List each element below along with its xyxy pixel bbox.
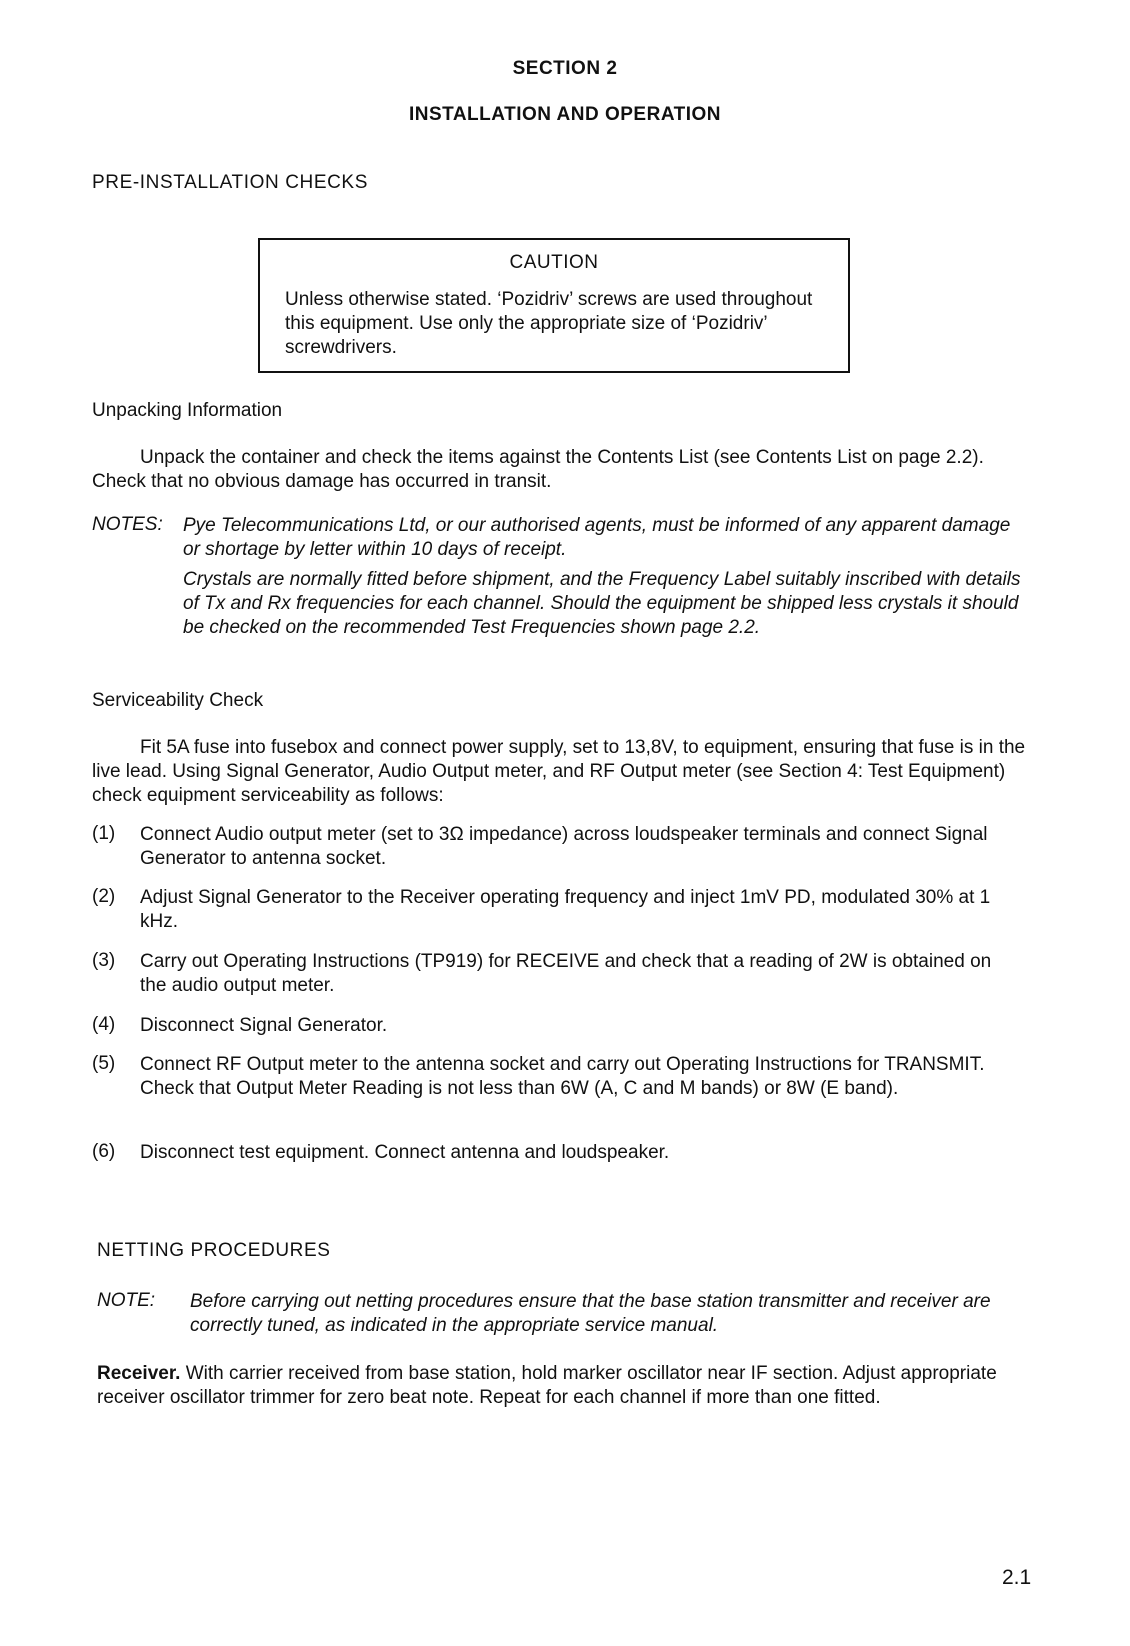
- item-text: Connect Audio output meter (set to 3Ω impedance) across loudspeaker terminals and connect Signal Generator to antenna socket.: [140, 824, 988, 869]
- caution-title: CAUTION: [509, 252, 599, 273]
- item-number: (3): [92, 950, 116, 971]
- serviceability-intro: Fit 5A fuse into fusebox and connect power supply, set to 13,8V, to equipment, ensuring that fuse is in the live lead. Using Signal Generator, Audio Output meter, and RF Output meter (see Section 4: Test Equipment) check equipment serviceability as follows:: [92, 737, 1026, 806]
- item-number: (2): [92, 886, 116, 907]
- pre-installation-heading: PRE-INSTALLATION CHECKS: [92, 172, 368, 193]
- item-number: (6): [92, 1141, 116, 1162]
- item-text: Adjust Signal Generator to the Receiver operating frequency and inject 1mV PD, modulated 30% at 1 kHz.: [140, 887, 991, 932]
- item-number: (5): [92, 1053, 116, 1074]
- item-text: Disconnect test equipment. Connect antenna and loudspeaker.: [140, 1142, 670, 1163]
- item-text: Carry out Operating Instructions (TP919) for RECEIVE and check that a reading of 2W is obtained on the audio output meter.: [140, 951, 992, 996]
- netting-note-text: Before carrying out netting procedures ensure that the base station transmitter and receiver are correctly tuned, as indicated in the appropriate service manual.: [190, 1291, 991, 1336]
- item-text: Connect RF Output meter to the antenna socket and carry out Operating Instructions for TRANSMIT. Check that Output Meter Reading is not less than 6W (A, C and M bands) or 8W (E band).: [140, 1054, 985, 1099]
- unpacking-heading: Unpacking Information: [92, 400, 283, 421]
- note-crystals: Crystals are normally fitted before shipment, and the Frequency Label suitably inscribed with details of Tx and Rx frequencies for each channel. Should the equipment be shipped less crystals it should be checked on the recommended Test Frequencies shown page 2.2.: [183, 569, 1021, 638]
- note-damage: Pye Telecommunications Ltd, or our authorised agents, must be informed of any apparent damage or shortage by letter within 10 days of receipt.: [183, 515, 1011, 560]
- item-text: Disconnect Signal Generator.: [140, 1015, 388, 1036]
- page-number: 2.1: [1002, 1566, 1032, 1589]
- receiver-text: With carrier received from base station, hold marker oscillator near IF section. Adjust appropriate receiver oscillator trimmer for zero beat note. Repeat for each channel if more than one fitted.: [97, 1363, 997, 1408]
- item-number: (1): [92, 823, 116, 844]
- netting-note-label: NOTE:: [97, 1290, 156, 1311]
- receiver-label: Receiver.: [97, 1363, 181, 1384]
- caution-text: Unless otherwise stated. ‘Pozidriv’ screws are used throughout this equipment. Use only the appropriate size of ‘Pozidriv’ screwdrivers.: [285, 289, 813, 358]
- unpacking-text: Unpack the container and check the items against the Contents List (see Contents List on page 2.2). Check that no obvious damage has occurred in transit.: [92, 447, 984, 492]
- receiver-paragraph: [97, 1362, 1027, 1410]
- section-number: SECTION 2: [512, 58, 618, 79]
- caution-box: [258, 238, 850, 373]
- section-title: INSTALLATION AND OPERATION: [408, 104, 722, 125]
- serviceability-heading: Serviceability Check: [92, 690, 264, 711]
- item-number: (4): [92, 1014, 116, 1035]
- notes-label: NOTES:: [92, 514, 163, 535]
- netting-heading: NETTING PROCEDURES: [97, 1240, 331, 1261]
